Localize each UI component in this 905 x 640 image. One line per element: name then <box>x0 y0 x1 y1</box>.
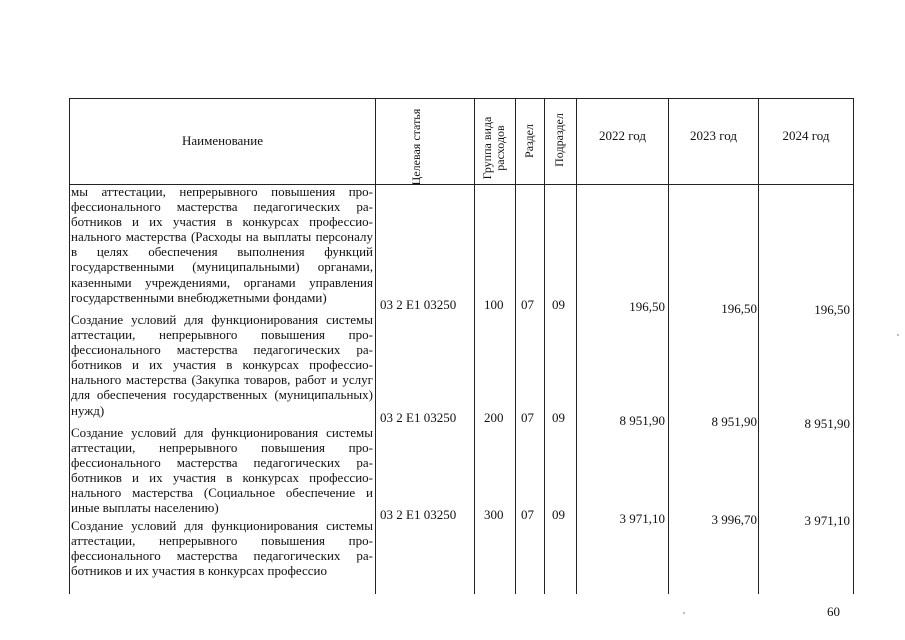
row-value-2022: 8 951,90 <box>619 413 665 428</box>
row-section: 07 <box>521 507 534 522</box>
row-name: Создание условий для функционирования системы аттестации, непрерывного повышения профессионального мастерства педагогических работников и их участия в конкурсах профессионального мастерства (Закупка товаров, работ и услуг для обеспечения государственных (муниципальных) нужд) <box>71 312 373 418</box>
row-value-2023: 8 951,90 <box>711 414 757 429</box>
header-2024: 2024 год <box>782 128 830 143</box>
row-value-2023: 3 996,70 <box>711 512 757 527</box>
row-value-2024: 196,50 <box>814 302 850 317</box>
row-group: 300 <box>484 507 504 522</box>
header-section: Раздел <box>522 124 536 158</box>
col-border-right <box>853 98 854 594</box>
row-group: 200 <box>484 410 504 425</box>
page-number: 60 <box>827 604 840 619</box>
row-value-2022: 3 971,10 <box>619 511 665 526</box>
header-subsection: Подраздел <box>552 113 566 167</box>
row-subsection: 09 <box>552 507 565 522</box>
row-value-2024: 3 971,10 <box>804 513 850 528</box>
scan-speck <box>897 334 899 336</box>
row-target: 03 2 Е1 03250 <box>380 507 457 522</box>
header-expense-group: Группа вида расходов <box>480 116 507 180</box>
col-border-target <box>474 98 475 594</box>
scan-speck <box>683 612 685 614</box>
row-subsection: 09 <box>552 297 565 312</box>
col-border-section <box>544 98 545 594</box>
row-value-2022: 196,50 <box>629 299 665 314</box>
row-value-2024: 8 951,90 <box>804 416 850 431</box>
col-border-group <box>515 98 516 594</box>
col-border-name <box>375 98 376 594</box>
row-target: 03 2 Е1 03250 <box>380 410 457 425</box>
row-value-2023: 196,50 <box>721 301 757 316</box>
row-name: Создание условий для функционирования системы аттестации, непрерывного повышения профессионального мастерства педагогических работников и их участия в конкурсах профессионального мастерства (Социальное обеспечение и иные выплаты населению) <box>71 425 373 516</box>
row-subsection: 09 <box>552 410 565 425</box>
row-name: Создание условий для функционирования системы аттестации, непрерывного повышения профессионального мастерства педагогических работников и их участия в конкурсах профессио <box>71 518 373 579</box>
header-2022: 2022 год <box>599 128 646 143</box>
row-section: 07 <box>521 410 534 425</box>
header-name: Наименование <box>182 133 263 148</box>
header-target-article: Целевая статья <box>409 108 423 186</box>
row-name: мы аттестации, непрерывного повышения профессионального мастерства педагогических работников и их участия в конкурсах профессионального мастерства (Расходы на выплаты персоналу в целях обеспечения выполнения функций государственными (муниципальными) органами, казенными учреждениями, органами управления государственными внебюджетными фондами) <box>71 184 373 305</box>
header-2023: 2023 год <box>690 128 737 143</box>
row-target: 03 2 Е1 03250 <box>380 297 457 312</box>
row-section: 07 <box>521 297 534 312</box>
row-group: 100 <box>484 297 504 312</box>
